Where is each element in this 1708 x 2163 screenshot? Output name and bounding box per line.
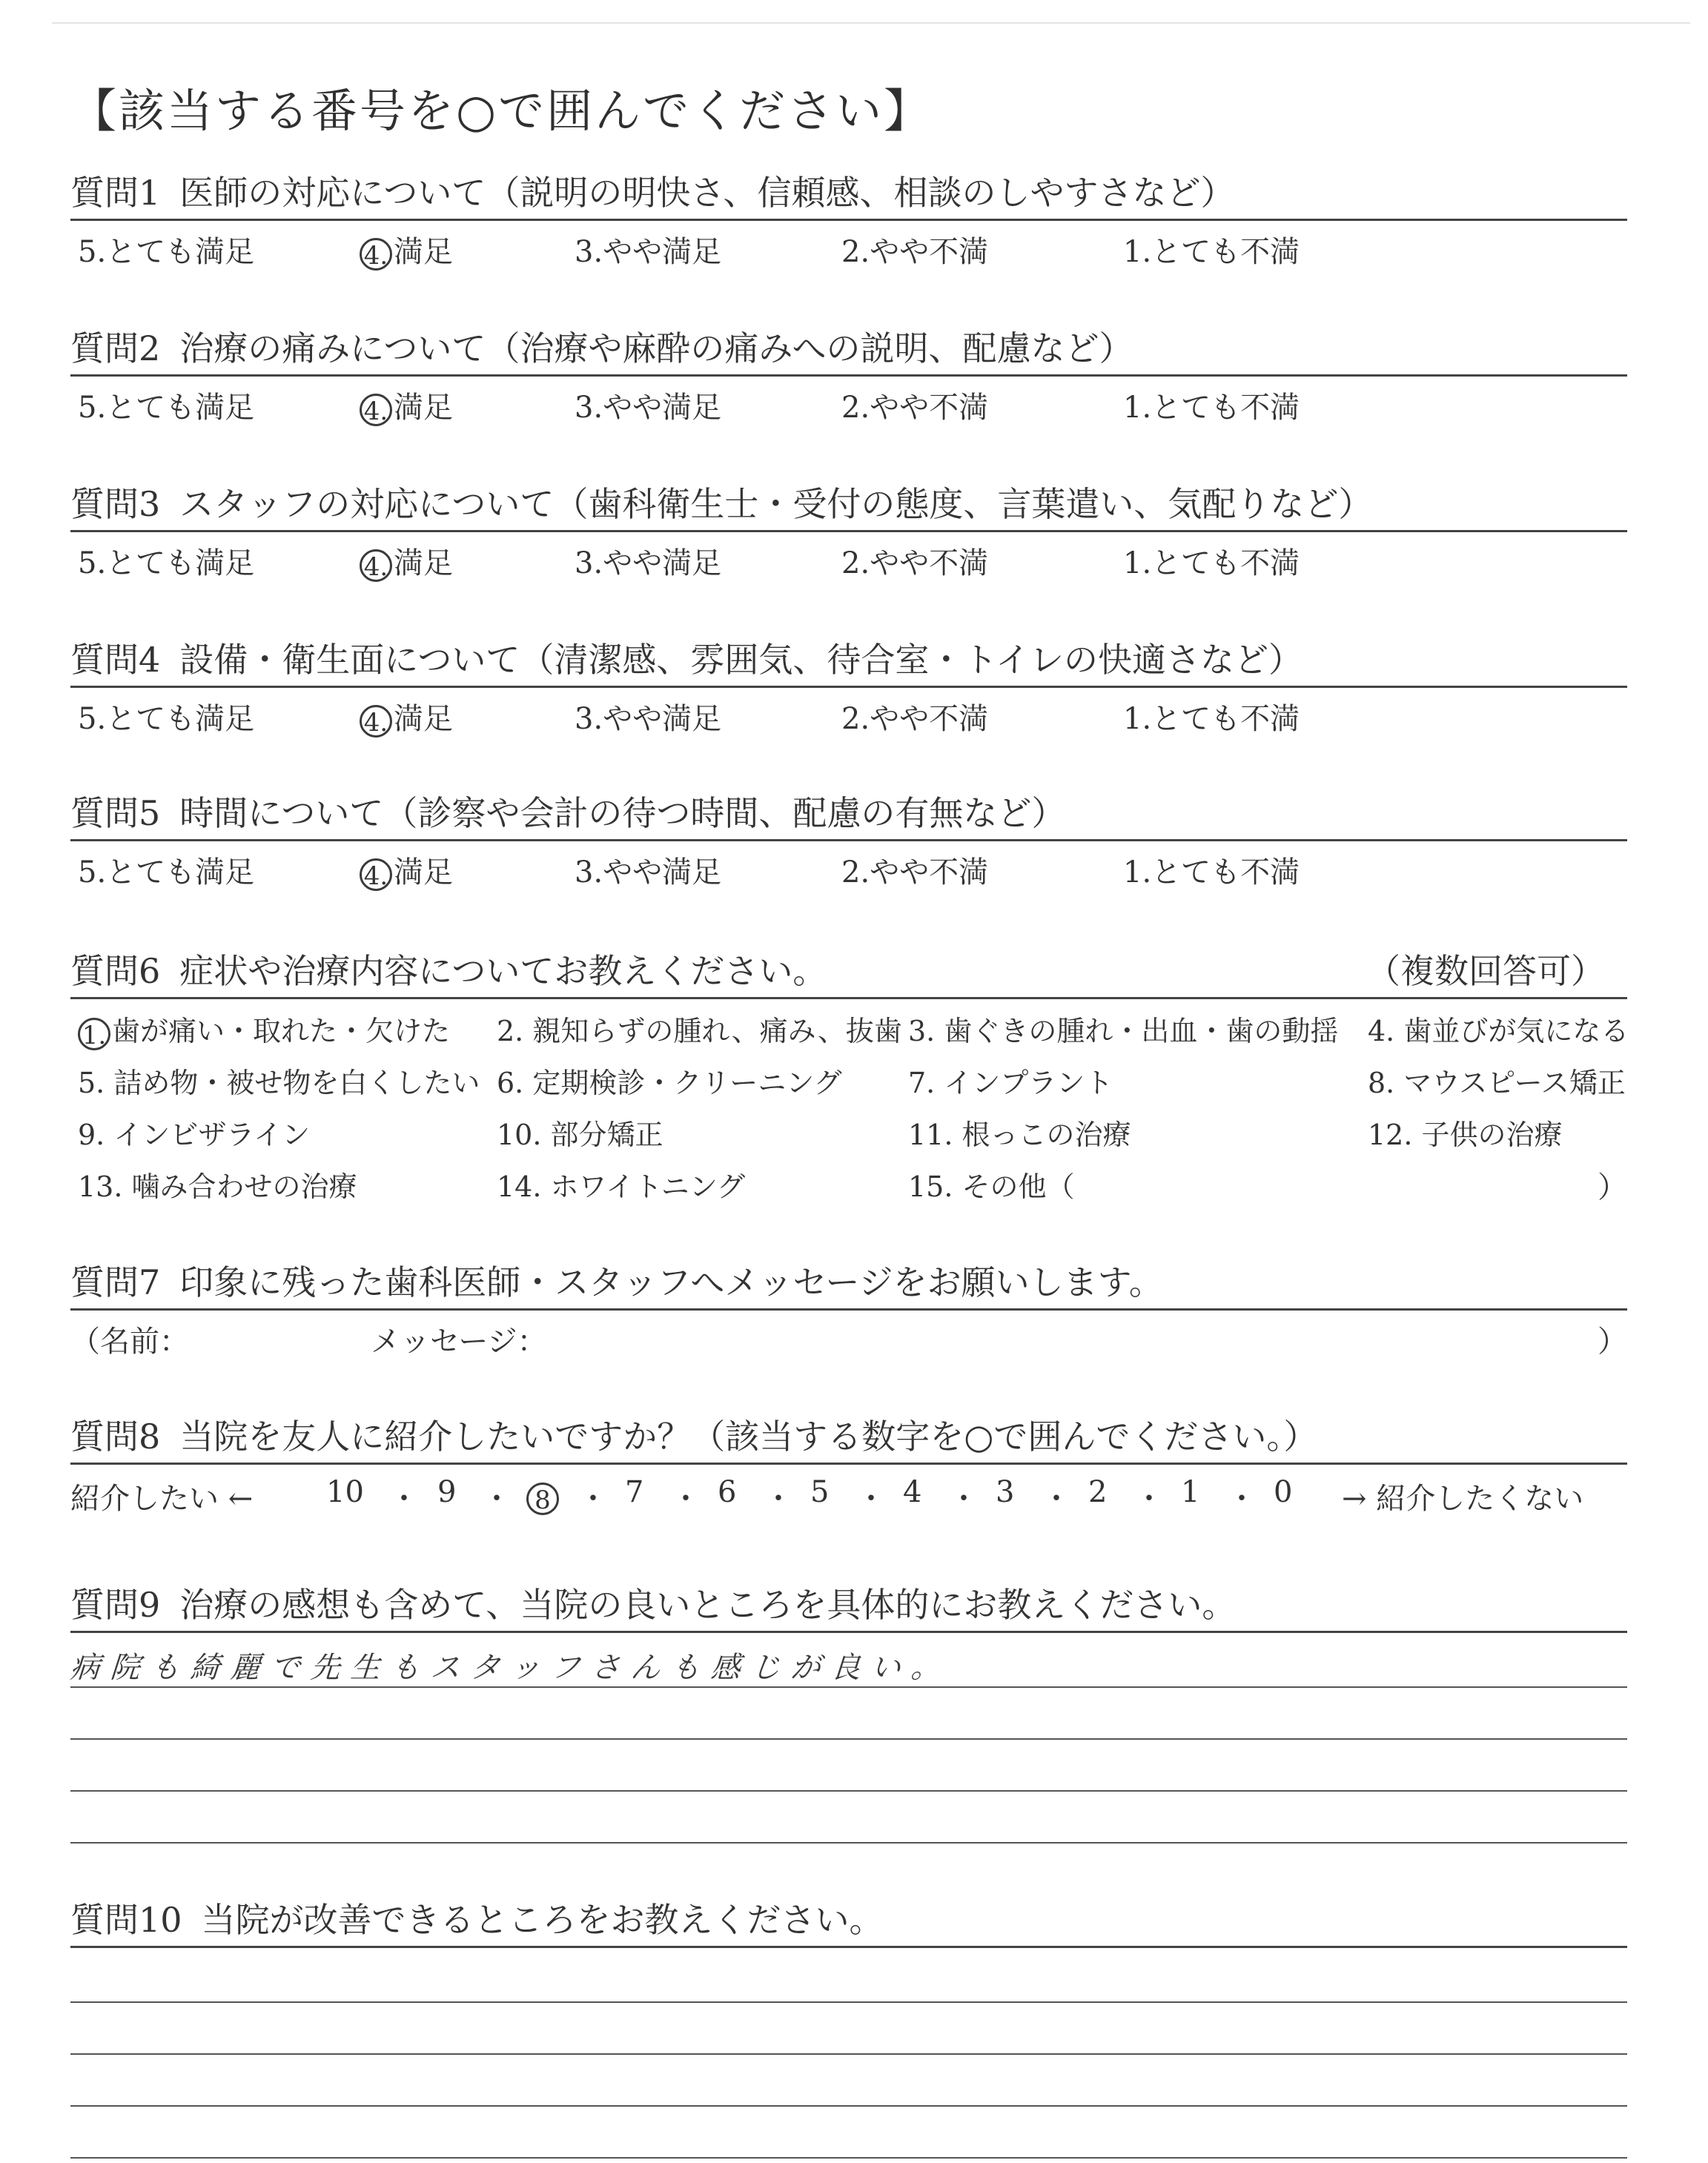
question-title	[70, 945, 1627, 999]
question-title	[70, 322, 1627, 377]
scale-right-label: → 紹介したくない	[1342, 1482, 1584, 1516]
answer-line	[70, 1790, 1627, 1792]
symptom-option-4[interactable]: 4. 歯並びが気になる	[1368, 1015, 1629, 1047]
answer-line	[70, 2105, 1627, 2107]
answer-line	[70, 1842, 1627, 1844]
multiple-answer-note: （複数回答可）	[1366, 951, 1605, 991]
symptom-option-7[interactable]: 7. インプラント	[908, 1067, 1113, 1099]
answer-line	[70, 1686, 1627, 1688]
answer-line	[70, 1738, 1627, 1740]
question-number: 質問10	[70, 1900, 182, 1940]
question-number: 質問6	[70, 951, 161, 991]
question-5	[70, 787, 1627, 893]
question-9	[70, 1579, 1627, 1848]
answer-line	[70, 2001, 1627, 2003]
scale-value-0[interactable]: 0	[1274, 1475, 1293, 1509]
scale-separator: ・	[482, 1482, 512, 1516]
question-8	[70, 1411, 1627, 1524]
option-3[interactable]: 3.やや満足	[575, 702, 722, 736]
symptom-option-6[interactable]: 6. 定期検診・クリーニング	[497, 1067, 842, 1099]
scale-separator: ・	[949, 1482, 979, 1516]
symptom-option-12[interactable]: 12. 子供の治療	[1368, 1119, 1563, 1151]
rating-options	[70, 688, 1627, 740]
question-title	[70, 1894, 1627, 1948]
scale-separator: ・	[1227, 1482, 1257, 1516]
option-4-selected[interactable]: 4. 満足	[360, 849, 453, 891]
question-title	[70, 478, 1627, 532]
message-label: メッセージ：	[371, 1325, 547, 1359]
question-4	[70, 634, 1627, 740]
scale-separator: ・	[1134, 1482, 1164, 1516]
question-text: 治療の痛みについて（治療や麻酔の痛みへの説明、配慮など）	[179, 328, 1133, 368]
question-number: 質問1	[70, 173, 161, 213]
rating-options	[70, 841, 1627, 893]
symptom-option-3[interactable]: 3. 歯ぐきの腫れ・出血・歯の動揺	[908, 1015, 1339, 1047]
symptom-option-9[interactable]: 9. インビザライン	[78, 1119, 311, 1151]
question-title	[70, 1411, 1627, 1465]
question-text: 当院を友人に紹介したいですか？（該当する数字を○で囲んでください。）	[179, 1417, 1318, 1457]
handwritten-answer: 病院も綺麗で先生もスタッフさんも感じが良い。	[69, 1651, 953, 1685]
symptom-option-10[interactable]: 10. 部分矯正	[497, 1119, 663, 1151]
question-text: 設備・衛生面について（清潔感、雰囲気、待合室・トイレの快適さなど）	[179, 640, 1303, 680]
selection-circle: 4.	[360, 238, 392, 271]
option-5[interactable]: 5.とても満足	[78, 855, 255, 890]
option-1[interactable]: 1.とても不満	[1123, 391, 1300, 425]
symptom-option-8[interactable]: 8. マウスピース矯正	[1368, 1067, 1626, 1099]
option-1[interactable]: 1.とても不満	[1123, 702, 1300, 736]
recommend-scale	[70, 1465, 1627, 1524]
question-7	[70, 1256, 1627, 1362]
question-number: 質問3	[70, 484, 161, 524]
scale-value-10[interactable]: 10	[326, 1475, 364, 1509]
scale-separator: ・	[764, 1482, 793, 1516]
scale-separator: ・	[856, 1482, 886, 1516]
question-text: 印象に残った歯科医師・スタッフへメッセージをお願いします。	[179, 1262, 1163, 1302]
option-5[interactable]: 5.とても満足	[78, 546, 255, 580]
selection-circle: 8	[526, 1483, 559, 1515]
question-number: 質問4	[70, 640, 161, 680]
scale-value-2[interactable]: 2	[1088, 1475, 1108, 1509]
symptom-option-1-selected[interactable]: 1. 歯が痛い・取れた・欠けた	[78, 1008, 450, 1050]
symptom-option-5[interactable]: 5. 詰め物・被せ物を白くしたい	[78, 1067, 480, 1099]
option-4-selected[interactable]: 4. 満足	[360, 540, 453, 582]
option-1[interactable]: 1.とても不満	[1123, 855, 1300, 890]
message-field[interactable]	[70, 1311, 1627, 1362]
question-title	[70, 787, 1627, 841]
rating-options	[70, 532, 1627, 584]
answer-line	[70, 2053, 1627, 2055]
symptom-option-13[interactable]: 13. 噛み合わせの治療	[78, 1170, 357, 1203]
rating-options	[70, 377, 1627, 428]
option-5[interactable]: 5.とても満足	[78, 235, 255, 269]
answer-lines[interactable]	[70, 1948, 1627, 2163]
option-4-selected[interactable]: 4. 満足	[360, 695, 453, 738]
question-text: スタッフの対応について（歯科衛生士・受付の態度、言葉遣い、気配りなど）	[179, 484, 1373, 524]
question-text: 治療の感想も含めて、当院の良いところを具体的にお教えください。	[179, 1585, 1237, 1625]
question-6	[70, 945, 1627, 1214]
scale-value-9[interactable]: 9	[437, 1475, 457, 1509]
option-2[interactable]: 2.やや不満	[841, 235, 989, 269]
option-4-selected[interactable]: 4. 満足	[360, 228, 453, 271]
question-number: 質問8	[70, 1417, 161, 1457]
question-number: 質問2	[70, 328, 161, 368]
option-3[interactable]: 3.やや満足	[575, 391, 722, 425]
option-1[interactable]: 1.とても不満	[1123, 546, 1300, 580]
option-5[interactable]: 5.とても満足	[78, 702, 255, 736]
message-close-paren: ）	[1598, 1325, 1627, 1359]
question-text: 症状や治療内容についてお教えください。	[179, 951, 827, 991]
scale-value-7[interactable]: 7	[625, 1475, 644, 1509]
question-number: 質問5	[70, 793, 161, 833]
scale-left-label: 紹介したい ←	[70, 1482, 254, 1516]
name-label: （名前：	[70, 1325, 189, 1359]
symptom-option-2[interactable]: 2. 親知らずの腫れ、痛み、抜歯	[497, 1015, 902, 1047]
question-10	[70, 1894, 1627, 2163]
scale-separator: ・	[389, 1482, 419, 1516]
selection-circle: 4.	[360, 549, 392, 582]
question-2	[70, 322, 1627, 428]
selection-circle: 4.	[360, 394, 392, 426]
option-2[interactable]: 2.やや不満	[841, 702, 989, 736]
scale-value-3[interactable]: 3	[996, 1475, 1015, 1509]
question-title	[70, 1579, 1627, 1633]
option-1[interactable]: 1.とても不満	[1123, 235, 1300, 269]
question-title	[70, 167, 1627, 221]
symptom-option-11[interactable]: 11. 根っこの治療	[908, 1119, 1131, 1151]
option-4-selected[interactable]: 4. 満足	[360, 384, 453, 426]
scale-value-5[interactable]: 5	[810, 1475, 830, 1509]
option-5[interactable]: 5.とても満足	[78, 391, 255, 425]
symptom-option-14[interactable]: 14. ホワイトニング	[497, 1170, 746, 1203]
scale-separator: ・	[578, 1482, 608, 1516]
selection-circle: 4.	[360, 858, 392, 891]
question-number: 質問9	[70, 1585, 161, 1625]
scale-value-6[interactable]: 6	[718, 1475, 737, 1509]
option-3[interactable]: 3.やや満足	[575, 235, 722, 269]
question-3	[70, 478, 1627, 584]
selection-circle: 1.	[78, 1018, 110, 1050]
question-title	[70, 634, 1627, 688]
question-text: 時間について（診察や会計の待つ時間、配慮の有無など）	[179, 793, 1066, 833]
option-3[interactable]: 3.やや満足	[575, 546, 722, 580]
symptom-option-15[interactable]: 15. その他（	[908, 1170, 1075, 1203]
symptom-options	[70, 999, 1627, 1214]
scale-separator: ・	[1042, 1482, 1071, 1516]
question-text: 医師の対応について（説明の明快さ、信頼感、相談のしやすさなど）	[179, 173, 1235, 213]
question-text: 当院が改善できるところをお教えください。	[201, 1900, 884, 1940]
answer-line	[70, 2157, 1627, 2159]
option-2[interactable]: 2.やや不満	[841, 546, 989, 580]
instruction-heading: 【該当する番号を○で囲んでください】	[70, 84, 933, 138]
option-2[interactable]: 2.やや不満	[841, 855, 989, 890]
question-number: 質問7	[70, 1262, 161, 1302]
question-1	[70, 167, 1627, 273]
other-close-paren: ）	[1598, 1170, 1627, 1205]
scale-value-4[interactable]: 4	[903, 1475, 922, 1509]
question-title	[70, 1256, 1627, 1311]
scan-edge	[52, 22, 1690, 24]
option-2[interactable]: 2.やや不満	[841, 391, 989, 425]
scale-separator: ・	[671, 1482, 701, 1516]
scale-value-1[interactable]: 1	[1181, 1475, 1200, 1509]
selection-circle: 4.	[360, 705, 392, 738]
rating-options	[70, 221, 1627, 273]
option-3[interactable]: 3.やや満足	[575, 855, 722, 890]
